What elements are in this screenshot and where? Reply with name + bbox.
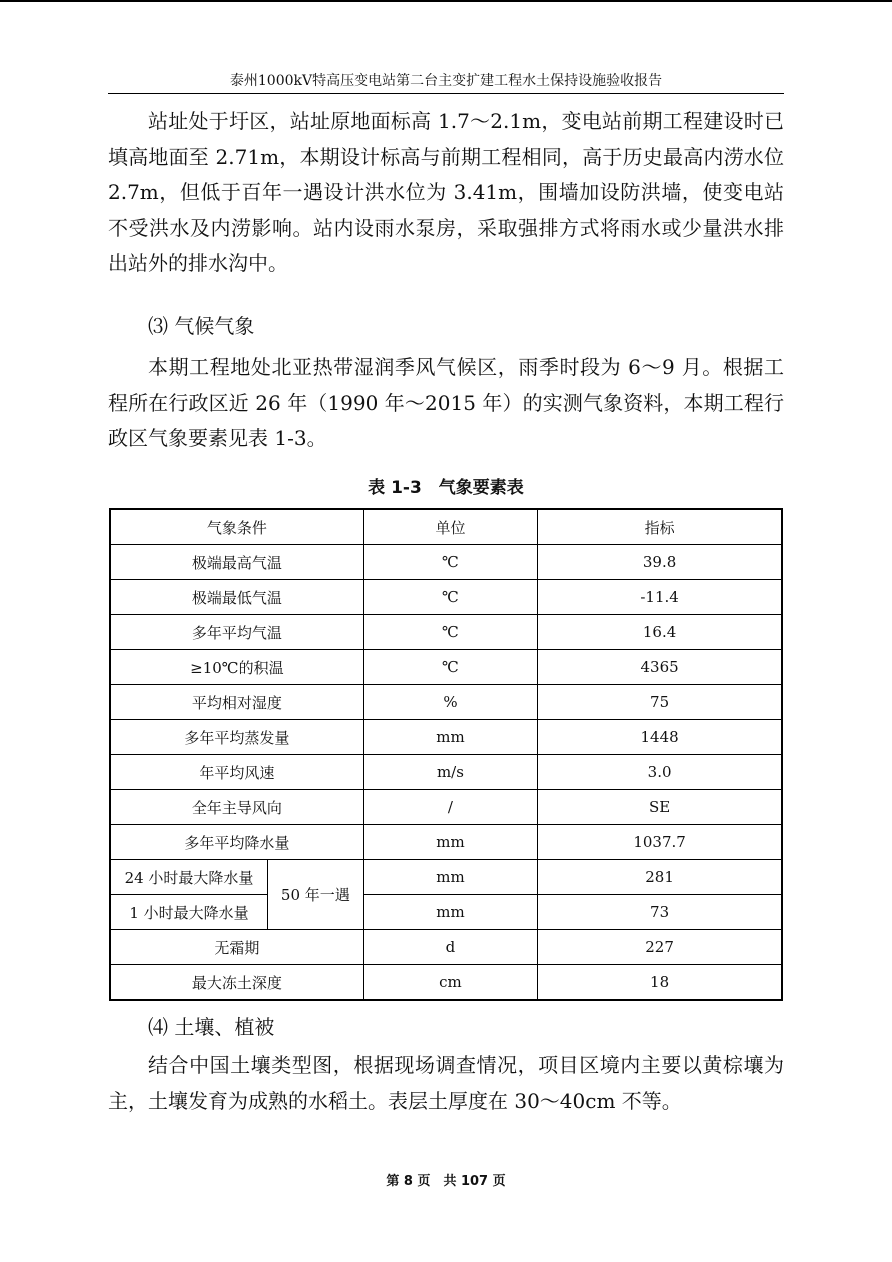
- row-unit: ℃: [363, 580, 537, 615]
- page-number: 第 8 页 共 107 页: [386, 1174, 506, 1189]
- table-row: [110, 685, 782, 720]
- row-value: 73: [538, 895, 782, 930]
- row-unit: %: [363, 685, 537, 720]
- row-unit: /: [363, 790, 537, 825]
- row-label: 最大冻土深度: [110, 965, 363, 1001]
- table-row: [110, 860, 782, 895]
- row-value: 1037.7: [538, 825, 782, 860]
- row-label: 平均相对湿度: [110, 685, 363, 720]
- row-label: 极端最高气温: [110, 545, 363, 580]
- table-row: [110, 790, 782, 825]
- row-value: 1448: [538, 720, 782, 755]
- row-value: 281: [538, 860, 782, 895]
- row-label: 年平均风速: [110, 755, 363, 790]
- table-row: [110, 895, 782, 930]
- row-value: 75: [538, 685, 782, 720]
- header-cell-unit: 单位: [363, 509, 537, 545]
- row-label: 全年主导风向: [110, 790, 363, 825]
- paragraph-climate: 本期工程地处北亚热带湿润季风气候区，雨季时段为 6～9 月。根据工程所在行政区近 26 年（1990 年～2015 年）的实测气象资料，本期工程行政区气象要素见表 1-3。: [108, 355, 784, 450]
- meteorology-table: [109, 508, 783, 1001]
- row-value: 3.0: [538, 755, 782, 790]
- top-border-line: [0, 0, 892, 2]
- row-unit: mm: [363, 895, 537, 930]
- row-unit: mm: [363, 825, 537, 860]
- row-unit: ℃: [363, 650, 537, 685]
- row-unit: d: [363, 930, 537, 965]
- section-heading-climate: ⑶ 气候气象: [148, 314, 255, 338]
- row-label: 多年平均气温: [110, 615, 363, 650]
- row-label: 24 小时最大降水量: [110, 860, 268, 895]
- row-label: 极端最低气温: [110, 580, 363, 615]
- row-unit: mm: [363, 720, 537, 755]
- document-header-title: 泰州1000kV特高压变电站第二台主变扩建工程水土保持设施验收报告: [229, 73, 663, 89]
- row-value: 227: [538, 930, 782, 965]
- return-period-cell: 50 年一遇: [268, 860, 364, 930]
- table-row: [110, 580, 782, 615]
- row-value: SE: [538, 790, 782, 825]
- paragraph-soil: 结合中国土壤类型图，根据现场调查情况，项目区境内主要以黄棕壤为主，土壤发育为成熟的水稻土。表层土厚度在 30～40cm 不等。: [108, 1053, 784, 1113]
- row-unit: ℃: [363, 615, 537, 650]
- row-value: 18: [538, 965, 782, 1001]
- header-cell-value: 指标: [538, 509, 782, 545]
- row-unit: cm: [363, 965, 537, 1001]
- table-row: [110, 545, 782, 580]
- table-row: [110, 755, 782, 790]
- table-row: [110, 615, 782, 650]
- table-caption: 表 1-3 气象要素表: [368, 478, 524, 498]
- row-value: -11.4: [538, 580, 782, 615]
- paragraph-site-flood: 站址处于圩区，站址原地面标高 1.7～2.1m，变电站前期工程建设时已填高地面至 2.71m，本期设计标高与前期工程相同，高于历史最高内涝水位 2.7m，但低于百年一遇设计洪水位为 3.41m，围墙加设防洪墙，使变电站不受洪水及内涝影响。站内设雨水泵房，采取强排方式将雨水或少量洪水排出站外的排水沟中。: [108, 109, 784, 275]
- row-label: ≥10℃的积温: [110, 650, 363, 685]
- table-row: [110, 825, 782, 860]
- table-row: [110, 720, 782, 755]
- table-header-row: [110, 509, 782, 545]
- table-row: [110, 930, 782, 965]
- section-heading-soil: ⑷ 土壤、植被: [148, 1015, 275, 1039]
- row-value: 39.8: [538, 545, 782, 580]
- header-divider: [108, 93, 784, 94]
- table-row: [110, 965, 782, 1001]
- row-unit: mm: [363, 860, 537, 895]
- row-label: 多年平均降水量: [110, 825, 363, 860]
- row-label: 1 小时最大降水量: [110, 895, 268, 930]
- header-cell-condition: 气象条件: [110, 509, 363, 545]
- row-label: 无霜期: [110, 930, 363, 965]
- row-unit: ℃: [363, 545, 537, 580]
- row-label: 多年平均蒸发量: [110, 720, 363, 755]
- row-value: 4365: [538, 650, 782, 685]
- row-unit: m/s: [363, 755, 537, 790]
- table-row: [110, 650, 782, 685]
- row-value: 16.4: [538, 615, 782, 650]
